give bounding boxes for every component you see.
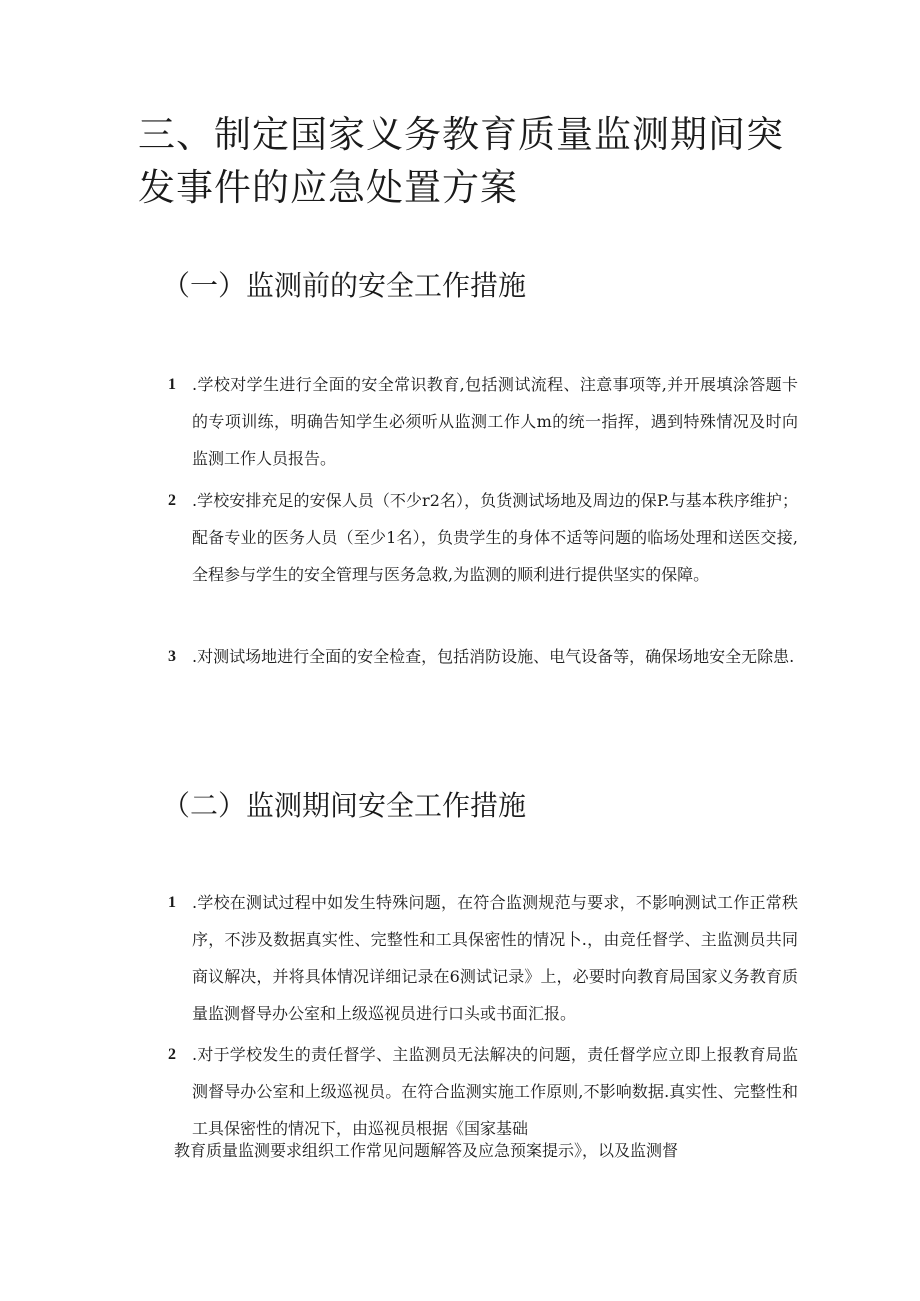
item-number: 2 (168, 1046, 176, 1063)
item-number: 3 (168, 648, 176, 665)
list-item (168, 1036, 798, 1147)
list-item (168, 366, 798, 477)
item-text: .学校安排充足的安保人员（不少r2名），负货测试场地及周边的保P.与基本秩序维护；配备专业的医务人员（至少1名），负贵学生的身体不适等问题的临场处理和送医交接,全程参与学生的安全管理与医务急救,为监测的顺利进行提供坚实的保障。 (192, 491, 798, 584)
item-number: 2 (168, 492, 176, 509)
document-title: 三、制定国家义务教育质量监测期间突发事件的应急处置方案 (138, 113, 784, 209)
list-item (168, 482, 798, 593)
section-heading-pre-monitoring: （一）监测前的安全工作措施 (162, 269, 527, 302)
item-number: 1 (168, 376, 176, 393)
continuation-text: 教育质量监测要求组织工作常见问题解答及应急预案提示》，以及监测督 (174, 1141, 679, 1160)
item-text: .对于学校发生的责任督学、主监测员无法解决的问题，责任督学应立即上报教育局监测督导办公室和上级巡视员。在符合监测实施工作原则,不影响数据.真实性、完整性和工具保密性的情况下，由巡视员根据《国家基础 (192, 1045, 798, 1138)
list-item (168, 884, 798, 1032)
item-text: .对测试场地进行全面的安全检查，包括消防设施、电气设备等，确保场地安全无除患. (192, 647, 795, 666)
list-item (168, 638, 798, 675)
item-number: 1 (168, 894, 176, 911)
item-text: .学校在测试过程中如发生特殊问题，在符合监测规范与要求，不影响测试工作正常秩序，不涉及数据真实性、完整性和工具保密性的情况卜.，由竞任督学、主监测员共同商议解决，并将具体情况详细记录在6测试记录》上，必要时向教育局国家义务教育质量监测督导办公室和上级巡视员进行口头或书面汇报。 (192, 893, 798, 1023)
section-heading-during-monitoring: （二）监测期间安全工作措施 (162, 789, 527, 822)
item-text: .学校对学生进行全面的安全常识教育,包括测试流程、注意事项等,并开展填涂答题卡的专项训练，明确告知学生必须听从监测工作人m的统一指挥，遇到特殊情况及时向监测工作人员报告。 (192, 375, 798, 468)
